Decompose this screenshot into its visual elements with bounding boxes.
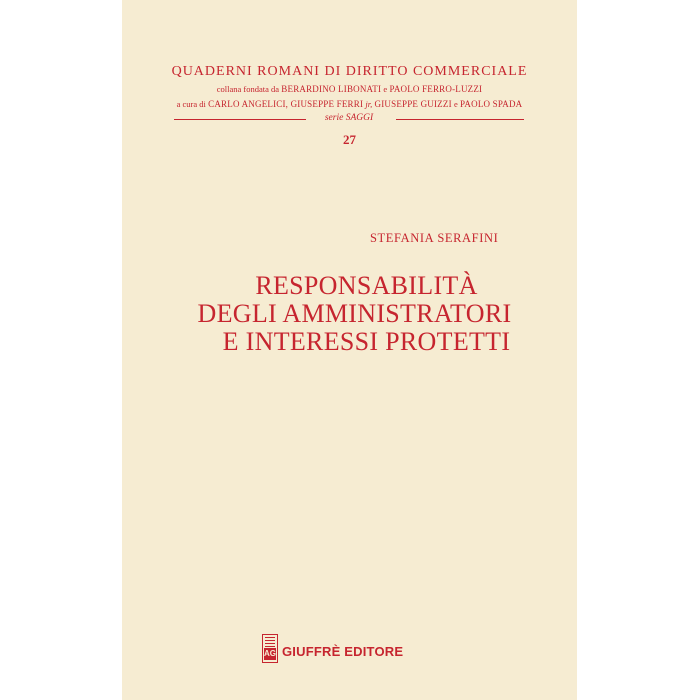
founded-prefix: collana fondata da <box>216 84 280 94</box>
publisher-logo-icon <box>262 634 278 663</box>
book-title-line-2: DEGLI AMMINISTRATORI <box>197 299 512 328</box>
founder-name-1: BERARDINO LIBONATI <box>281 84 382 94</box>
editor-names-3: PAOLO SPADA <box>460 99 523 109</box>
editor-names-1: CARLO ANGELICI, GIUSEPPE FERRI <box>208 99 364 109</box>
editor-jr-suffix: jr, <box>365 99 373 109</box>
subseries-row <box>174 113 524 127</box>
edited-prefix: a cura di <box>176 99 206 109</box>
founders-joiner: e <box>383 84 388 94</box>
author-name: STEFANIA SERAFINI <box>370 231 499 245</box>
series-founders-line <box>122 84 577 94</box>
editors-joiner: e <box>454 99 458 109</box>
logo-mark: AG <box>264 649 276 658</box>
book-cover <box>122 0 577 700</box>
series-title: QUADERNI ROMANI DI DIRITTO COMMERCIALE <box>171 64 528 79</box>
series-number: 27 <box>343 132 356 147</box>
logo-lines <box>265 637 275 647</box>
book-title-line-1: RESPONSABILITÀ <box>255 271 478 300</box>
rule-right-divider <box>396 119 524 120</box>
series-editors-line <box>122 99 577 109</box>
founder-name-2: PAOLO FERRO-LUZZI <box>389 84 483 94</box>
subseries-label: serie SAGGI <box>324 113 374 123</box>
book-title <box>122 272 577 356</box>
editor-names-2: GIUSEPPE GUIZZI <box>374 99 452 109</box>
book-title-line-3: E INTERESSI PROTETTI <box>222 327 511 356</box>
publisher-name: GIUFFRÈ EDITORE <box>282 644 404 659</box>
